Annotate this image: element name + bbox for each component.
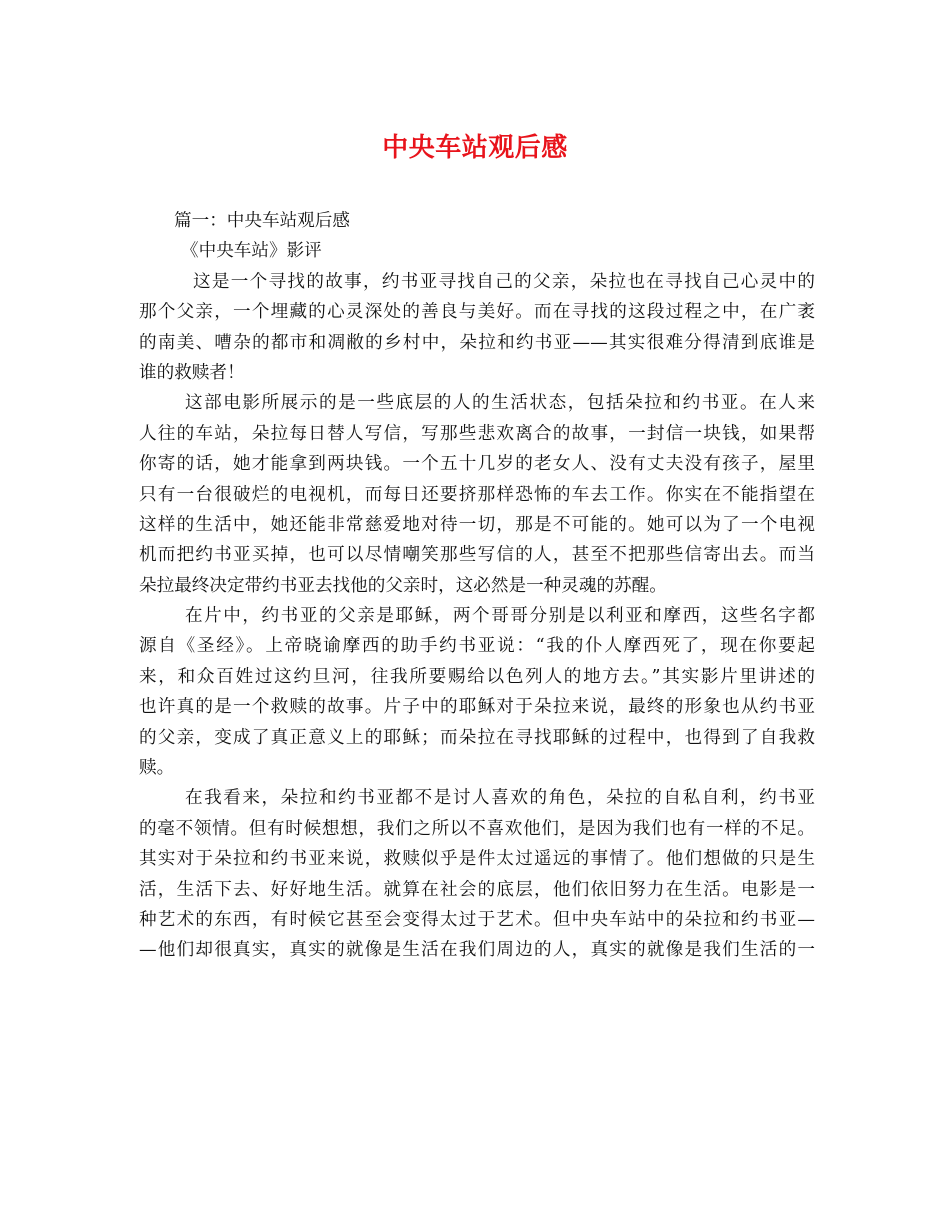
paragraph-4 xyxy=(139,783,815,965)
paragraph-line: 这部电影所展示的是一些底层的人的生活状态，包括朵拉和约书亚。在人来 xyxy=(185,393,815,414)
paragraph-line: 的南美、嘈杂的都市和凋敝的乡村中，朵拉和约书亚——其实很难分得清到底谁是 xyxy=(139,332,815,353)
paragraph-2 xyxy=(139,388,815,601)
subheading: 《中央车站》影评 xyxy=(181,241,322,262)
paragraph-line: —他们却很真实，真实的就像是生活在我们周边的人，真实的就像是我们生活的一 xyxy=(139,940,815,961)
paragraph-line: 谁的救赎者！ xyxy=(139,362,245,383)
paragraph-line: 朵拉最终决定带约书亚去找他的父亲时，这必然是一种灵魂的苏醒。 xyxy=(139,575,667,596)
paragraph-line: 的父亲，变成了真正意义上的耶稣；而朵拉在寻找耶稣的过程中，也得到了自我救 xyxy=(139,727,815,748)
document-title: 中央车站观后感 xyxy=(382,133,568,163)
paragraph-1 xyxy=(139,267,815,389)
paragraph-line: 活，生活下去、好好地生活。就算在社会的底层，他们依旧努力在生活。电影是一 xyxy=(139,879,815,900)
paragraph-line: 的毫不领情。但有时候想想，我们之所以不喜欢他们，是因为我们也有一样的不足。 xyxy=(139,818,815,839)
paragraph-line: 这样的生活中，她还能非常慈爱地对待一切，那是不可能的。她可以为了一个电视 xyxy=(139,514,815,535)
paragraph-line: 机而把约书亚买掉，也可以尽情嘲笑那些写信的人，甚至不把那些信寄出去。而当 xyxy=(139,545,815,566)
paragraph-line: 种艺术的东西，有时候它甚至会变得太过于艺术。但中央车站中的朵拉和约书亚— xyxy=(139,909,815,930)
section-heading: 篇一：中央车站观后感 xyxy=(174,211,350,231)
paragraph-line: 源自《圣经》。上帝晓谕摩西的助手约书亚说：“我的仆人摩西死了，现在你要起 xyxy=(139,636,815,657)
paragraph-line: 其实对于朵拉和约书亚来说，救赎似乎是件太过遥远的事情了。他们想做的只是生 xyxy=(139,849,815,870)
paragraph-line: 人往的车站，朵拉每日替人写信，写那些悲欢离合的故事，一封信一块钱，如果帮 xyxy=(139,423,815,444)
paragraph-line: 在片中，约书亚的父亲是耶稣，两个哥哥分别是以利亚和摩西，这些名字都 xyxy=(185,606,815,627)
paragraph-line: 这是一个寻找的故事，约书亚寻找自己的父亲，朵拉也在寻找自己心灵中的 xyxy=(193,271,815,292)
document-body xyxy=(139,206,815,966)
paragraph-line: 只有一台很破烂的电视机，而每日还要挤那样恐怖的车去工作。你实在不能指望在 xyxy=(139,484,815,505)
paragraph-line: 赎。 xyxy=(139,758,175,779)
paragraph-3 xyxy=(139,601,815,783)
paragraph-line: 你寄的话，她才能拿到两块钱。一个五十几岁的老女人、没有丈夫没有孩子，屋里 xyxy=(139,454,815,475)
paragraph-line: 来，和众百姓过这约旦河，往我所要赐给以色列人的地方去。”其实影片里讲述的 xyxy=(139,666,815,687)
paragraph-line: 那个父亲，一个埋藏的心灵深处的善良与美好。而在寻找的这段过程之中，在广袤 xyxy=(139,302,815,323)
paragraph-line: 在我看来，朵拉和约书亚都不是讨人喜欢的角色，朵拉的自私自利，约书亚 xyxy=(185,788,815,809)
paragraph-line: 也许真的是一个救赎的故事。片子中的耶稣对于朵拉来说，最终的形象也从约书亚 xyxy=(139,697,815,718)
